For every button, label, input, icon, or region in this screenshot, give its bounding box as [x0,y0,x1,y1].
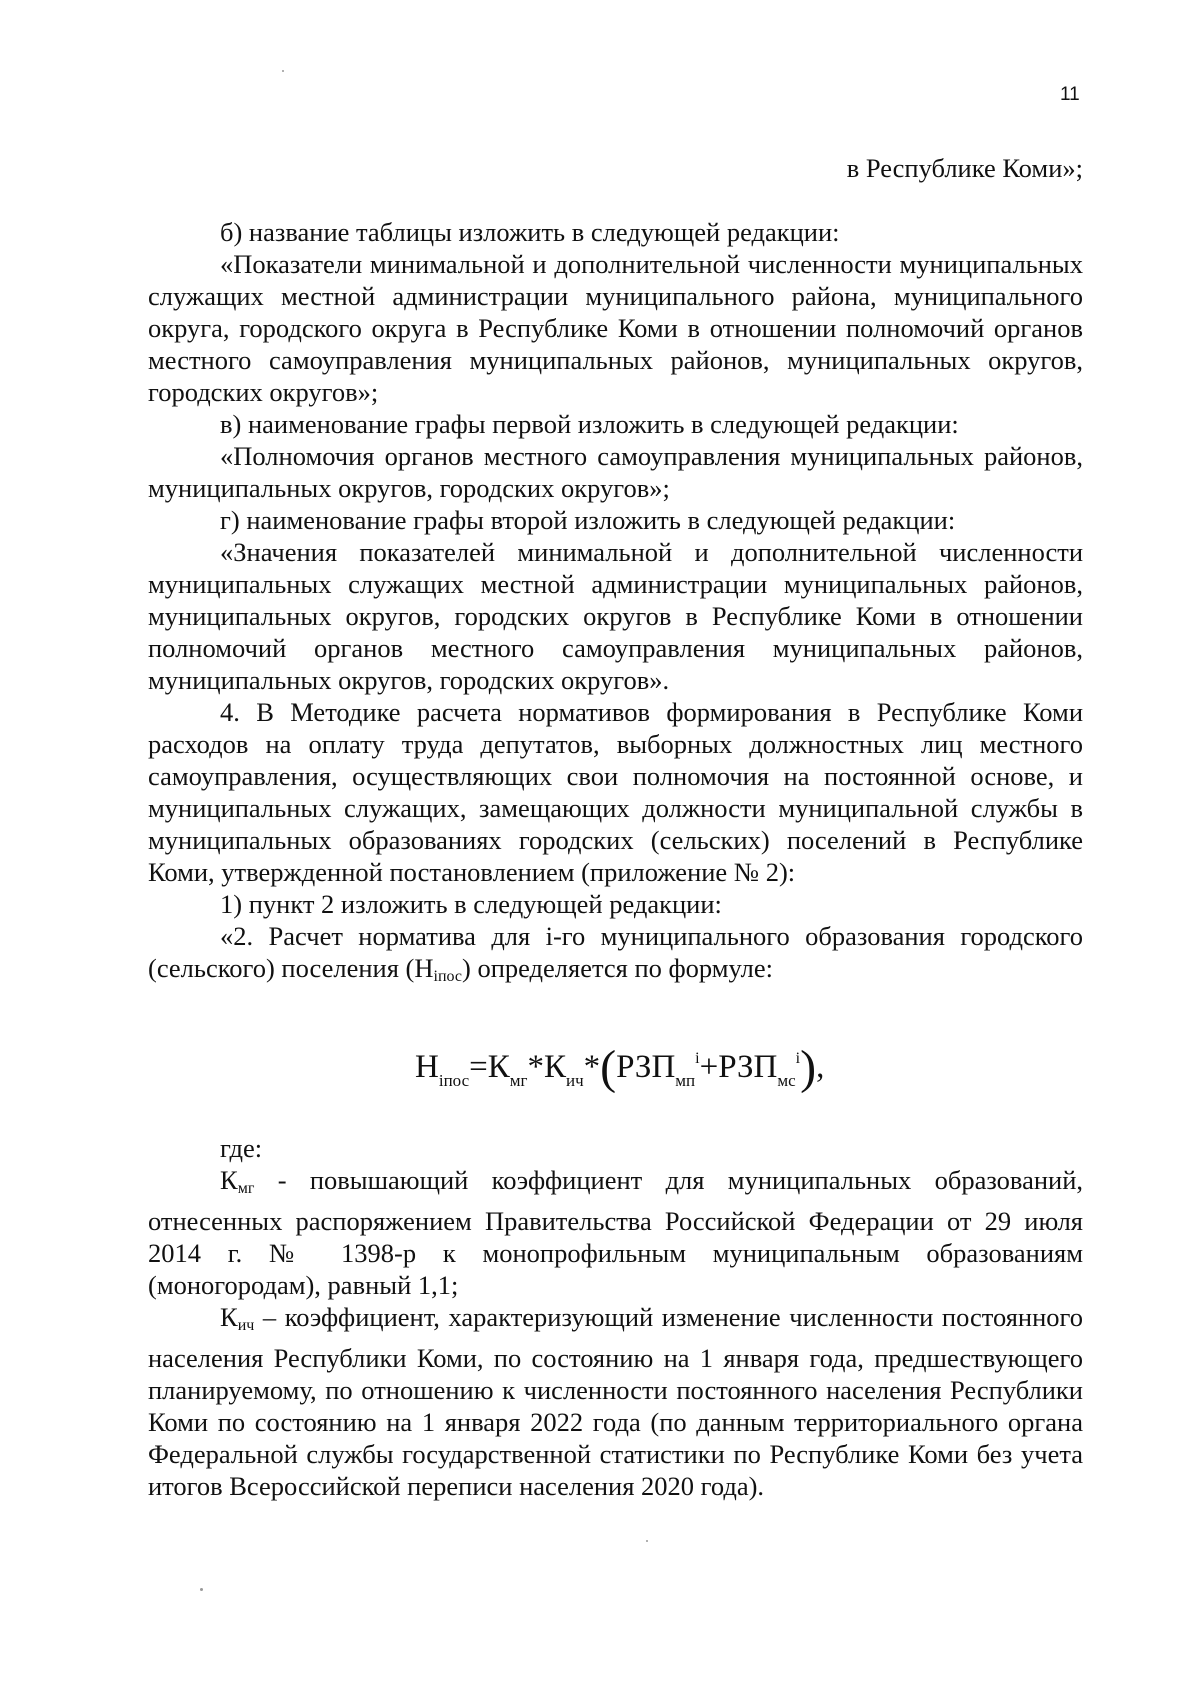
formula-plus-rzp2: +РЗП [699,1049,778,1085]
header-tail-line [148,152,1083,184]
formula-star1: *К [527,1049,567,1085]
formula-h: Н [415,1049,439,1085]
paragraph-table-title: «Показатели минимальной и дополнительной численности муниципальных служащих местной администрации муниципального района, муниципального округа, городского округа в Республике Коми в отношении полномочий органов местного самоуправления муниципальных районов, муниципальных округов, городских округов»; [148,249,1083,407]
formula-rzp1-sub: мп [675,1071,696,1090]
header-tail-text: в Республике Коми»; [846,153,1083,183]
scan-speck [282,70,284,72]
definition-k-mg-sub: мг [237,1180,255,1197]
formula-rzp2-sub: мс [777,1071,796,1090]
formula-eq-k: =К [469,1049,510,1085]
formula-rparen: ) [800,1041,817,1094]
paragraph-v: в) наименование графы первой изложить в следующей редакции: [220,409,959,439]
definitions-block [148,1132,1083,1502]
paragraph-column-two: «Значения показателей минимальной и дополнительной численности муниципальных служащих местной администрации муниципальных районов, муниципальных округов, городских округов в Республике Коми в отношении полномочий органов местного самоуправления муниципальных районов, муниципальных округов, городских округов». [148,537,1083,695]
formula-rzp1: РЗП [616,1049,676,1085]
formula-h-sub: iпос [438,1071,470,1090]
formula-comma: , [816,1049,825,1085]
definition-k-ich-sub: ич [237,1317,255,1334]
formula-intro-before: «2. Расчет норматива для i-го муниципального образования городского (сельского) поселения (Н [148,921,1083,983]
definition-k-ich [148,1301,1083,1502]
definition-k-mg-sym: К [220,1165,238,1195]
formula-k1-sub: мг [509,1071,528,1090]
page-number: 11 [1060,84,1080,105]
paragraph-formula-intro [148,920,1083,993]
formula-rzp2-sup: i [795,1050,801,1067]
formula-intro-sub: iпос [433,968,463,985]
amendment-paragraphs [148,216,1083,993]
formula-star2: * [583,1049,601,1085]
formula-lparen: ( [600,1041,617,1094]
paragraph-item-4: 4. В Методике расчета нормативов формирования в Республике Коми расходов на оплату труда депутатов, выборных должностных лиц местного самоуправления, осуществляющих свои полномочия на постоянной основе, и муниципальных служащих, замещающих должности муниципальной службы в муниципальных образованиях городских (сельских) поселений в Республике Коми, утвержденной постановлением (приложение № 2): [148,697,1083,887]
formula-k2-sub: ич [566,1071,584,1090]
scan-speck [200,1588,203,1591]
normative-formula [415,1040,895,1100]
definition-k-ich-text: – коэффициент, характеризующий изменение численности постоянного населения Республики Коми, по состоянию на 1 января года, предшествующего планируемому, по отношению к численности постоянного населения Республики Коми по состоянию на 1 января 2022 года (по данным территориального органа Федеральной службы государственной статистики по Республике Коми без учета итогов Всероссийской переписи населения 2020 года). [148,1302,1083,1501]
paragraph-point-2: 1) пункт 2 изложить в следующей редакции: [220,889,722,919]
scan-speck [646,1540,648,1542]
where-label: где: [220,1133,263,1163]
formula-intro-after: ) определяется по формуле: [462,953,773,983]
paragraph-column-one: «Полномочия органов местного самоуправления муниципальных районов, муниципальных округов, городских округов»; [148,441,1083,503]
definition-k-mg-text: - повышающий коэффициент для муниципальных образований, отнесенных распоряжением Правительства Российской Федерации от 29 июля 2014 г. № 1398-р к монопрофильным муниципальным образованиям (моногородам), равный 1,1; [148,1165,1083,1300]
formula-rzp1-sup: i [695,1050,700,1067]
paragraph-b: б) название таблицы изложить в следующей редакции: [220,217,840,247]
definition-k-ich-sym: К [220,1302,238,1332]
paragraph-g: г) наименование графы второй изложить в следующей редакции: [220,505,956,535]
definition-k-mg [148,1164,1083,1301]
